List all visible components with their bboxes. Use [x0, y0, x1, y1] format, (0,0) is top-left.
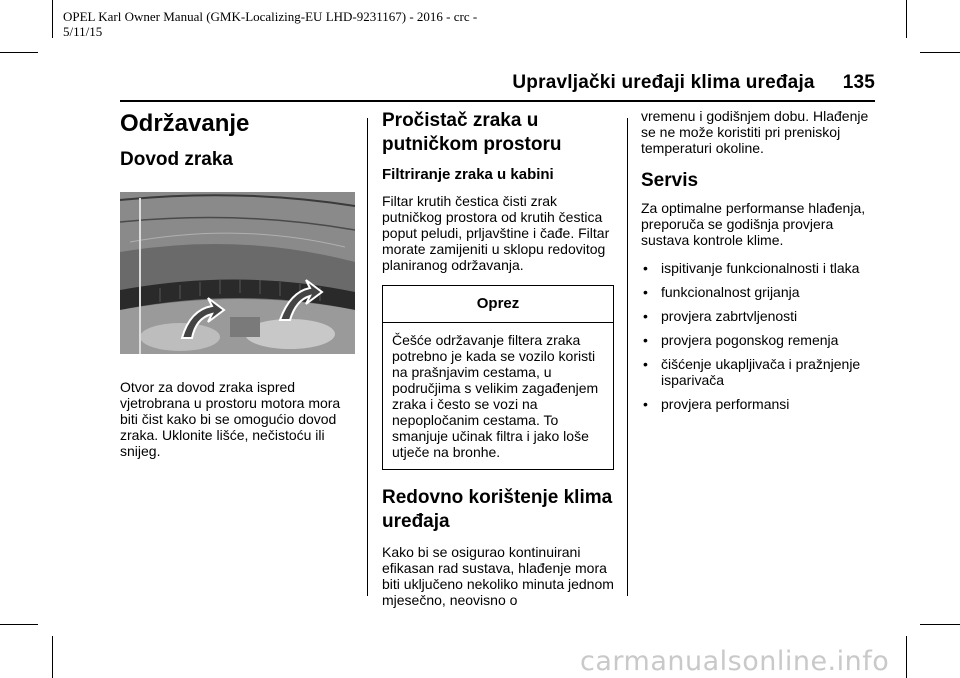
- list-item: • ispitivanje funkcionalnosti i tlaka: [641, 260, 877, 276]
- crop-mark: [920, 624, 960, 625]
- engine-bay-illustration: [120, 192, 355, 354]
- list-item: • čišćenje ukapljivača i pražnjenje isparivača: [641, 356, 877, 388]
- list-item: • provjera pogonskog remenja: [641, 332, 877, 348]
- column-3: [641, 108, 877, 420]
- heading-dovod-zraka: Dovod zraka: [120, 149, 233, 170]
- column-1: [120, 108, 356, 459]
- running-header: [120, 72, 875, 94]
- service-list: [641, 260, 877, 412]
- caution-box: [382, 285, 614, 470]
- header-rule: [120, 100, 875, 102]
- crop-mark: [52, 0, 53, 38]
- crop-mark: [0, 624, 38, 625]
- print-meta: OPEL Karl Owner Manual (GMK-Localizing-EU LHD-9231167) - 2016 - crc - 5/11/15: [63, 9, 478, 39]
- crop-mark: [0, 52, 38, 53]
- column-2: [382, 108, 614, 608]
- section-title: Upravljački uređaji klima uređaja: [512, 72, 815, 93]
- paragraph-regular-use: Kako bi se osigurao kontinuirani efikasan rad sustava, hlađenje mora biti uključeno nekoliko minuta jednom mjesečno, neovisno o: [382, 544, 614, 608]
- watermark: carmanualsonline.info: [580, 646, 890, 677]
- crop-mark: [920, 52, 960, 53]
- paragraph-servis: Za optimalne performanse hlađenja, preporuča se godišnja provjera sustava kontrole klime.: [641, 200, 866, 248]
- heading-servis: Servis: [641, 170, 699, 191]
- heading-odrzavanje: Održavanje: [120, 110, 250, 137]
- column-divider: [367, 118, 368, 596]
- list-item: • provjera zabrtvljenosti: [641, 308, 877, 324]
- paragraph-filter: Filtar krutih čestica čisti zrak putničkog prostora od krutih čestica poput peludi, prljavštine i čađe. Filtar morate zamijeniti u sklopu redovitog planiranog održavanja.: [382, 193, 610, 273]
- paragraph-air-intake: Otvor za dovod zraka ispred vjetrobrana u prostoru motora mora biti čist kako bi se omogućio dovod zraka. Uklonite lišće, nečistoću ili snijeg.: [120, 379, 341, 459]
- list-item: • funkcionalnost grijanja: [641, 284, 877, 300]
- heading-cabin-filtration: Filtriranje zraka u kabini: [382, 166, 554, 183]
- column-divider: [627, 118, 628, 596]
- caution-text: Češće održavanje filtera zraka potrebno je kada se vozilo koristi na prašnjavim cestama, u područjima s velikim zagađenjem zraka i često se vozi na nepopločanim cestama. To smanjuje učinak filtra i jako loše utječe na bronhe.: [392, 332, 599, 460]
- heading-cabin-air-filter: Pročistač zraka u putničkom prostoru: [382, 110, 562, 155]
- caution-title: Oprez: [383, 286, 613, 323]
- crop-mark: [906, 0, 907, 38]
- paragraph-continued: vremenu i godišnjem dobu. Hlađenje se ne može koristiti pri preniskoj temperaturi okoline.: [641, 108, 869, 156]
- page-number: 135: [842, 72, 875, 93]
- list-item: • provjera performansi: [641, 396, 877, 412]
- crop-mark: [906, 636, 907, 678]
- heading-regular-use: Redovno korištenje klima uređaja: [382, 487, 613, 532]
- crop-mark: [52, 636, 53, 678]
